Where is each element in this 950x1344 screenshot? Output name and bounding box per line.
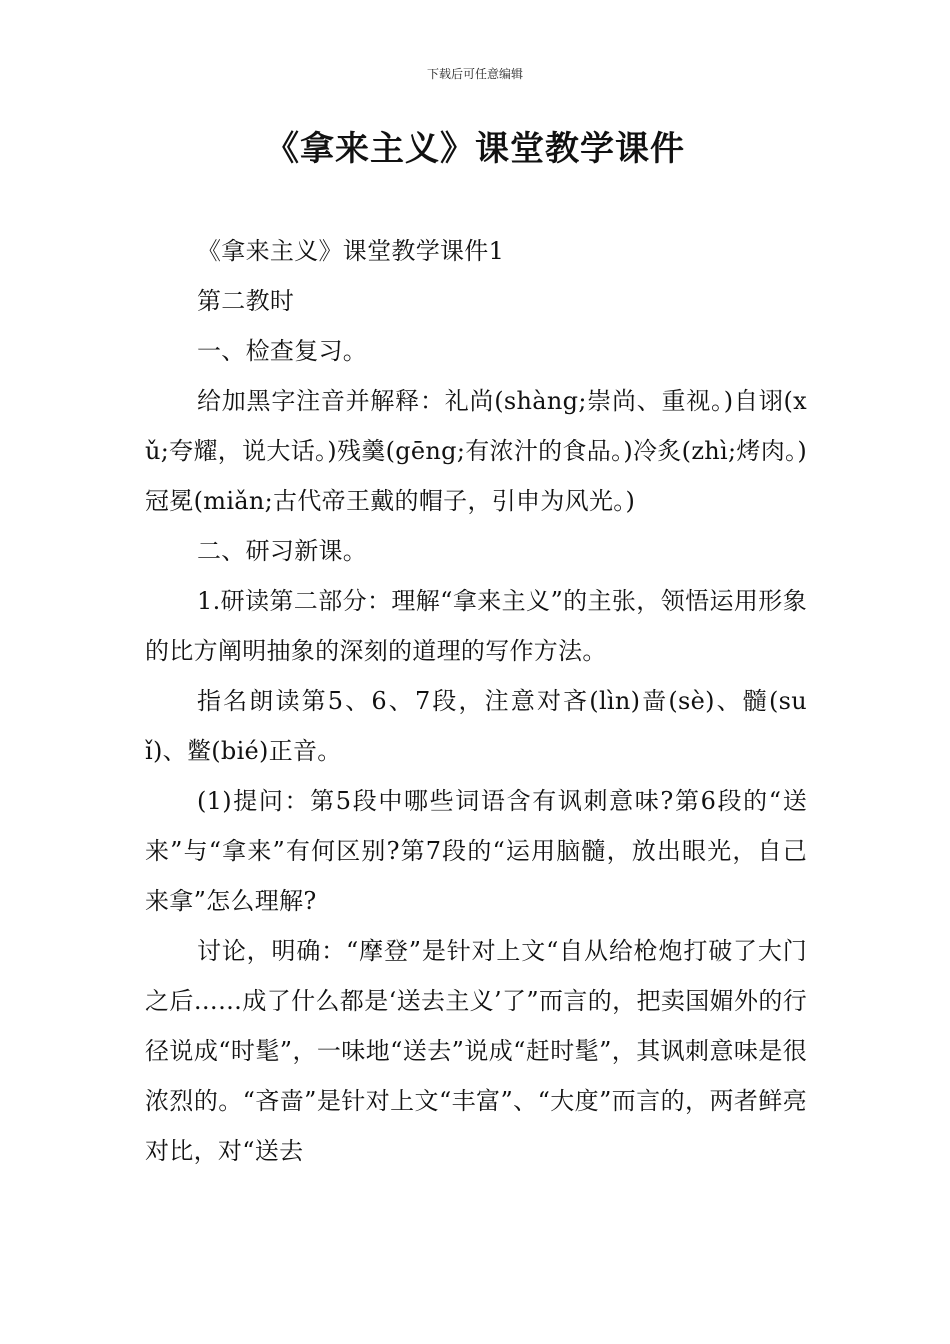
document-title: 《拿来主义》课堂教学课件 — [265, 129, 685, 169]
paragraph-pronunciation: 给加黑字注音并解释：礼尚(shàng;崇尚、重视。)自诩(xǔ;夸耀，说大话。)残羹(gēng;有浓汁的食品。)冷炙(zhì;烤肉。)冠冕(miǎn;古代帝王戴的帽子，引申为风光。) — [145, 387, 807, 515]
paragraph-question: (1)提问：第5段中哪些词语含有讽刺意味?第6段的“送来”与“拿来”有何区别?第7段的“运用脑髓，放出眼光，自己来拿”怎么理解? — [145, 787, 807, 915]
document-body — [145, 226, 807, 1176]
paragraph-part-two: 1.研读第二部分：理解“拿来主义”的主张，领悟运用形象的比方阐明抽象的深刻的道理的写作方法。 — [145, 587, 807, 665]
section-heading-review: 一、检查复习。 — [197, 337, 368, 365]
paragraph-discussion: 讨论，明确：“摩登”是针对上文“自从给枪炮打破了大门之后……成了什么都是‘送去主义’了”而言的，把卖国媚外的行径说成“时髦”，一味地“送去”说成“赶时髦”，其讽刺意味是很浓烈的。“吝啬”是针对上文“丰富”、“大度”而言的，两者鲜亮对比，对“送去 — [145, 937, 807, 1165]
section-heading-new-lesson: 二、研习新课。 — [197, 537, 368, 565]
paragraph-reading: 指名朗读第5、6、7段，注意对吝(lìn)啬(sè)、髓(suǐ)、鳖(bié)正音。 — [145, 687, 807, 765]
header-note: 下载后可任意编辑 — [426, 67, 523, 81]
subtitle-paragraph: 《拿来主义》课堂教学课件1 — [197, 237, 505, 265]
lesson-period: 第二教时 — [197, 287, 295, 315]
